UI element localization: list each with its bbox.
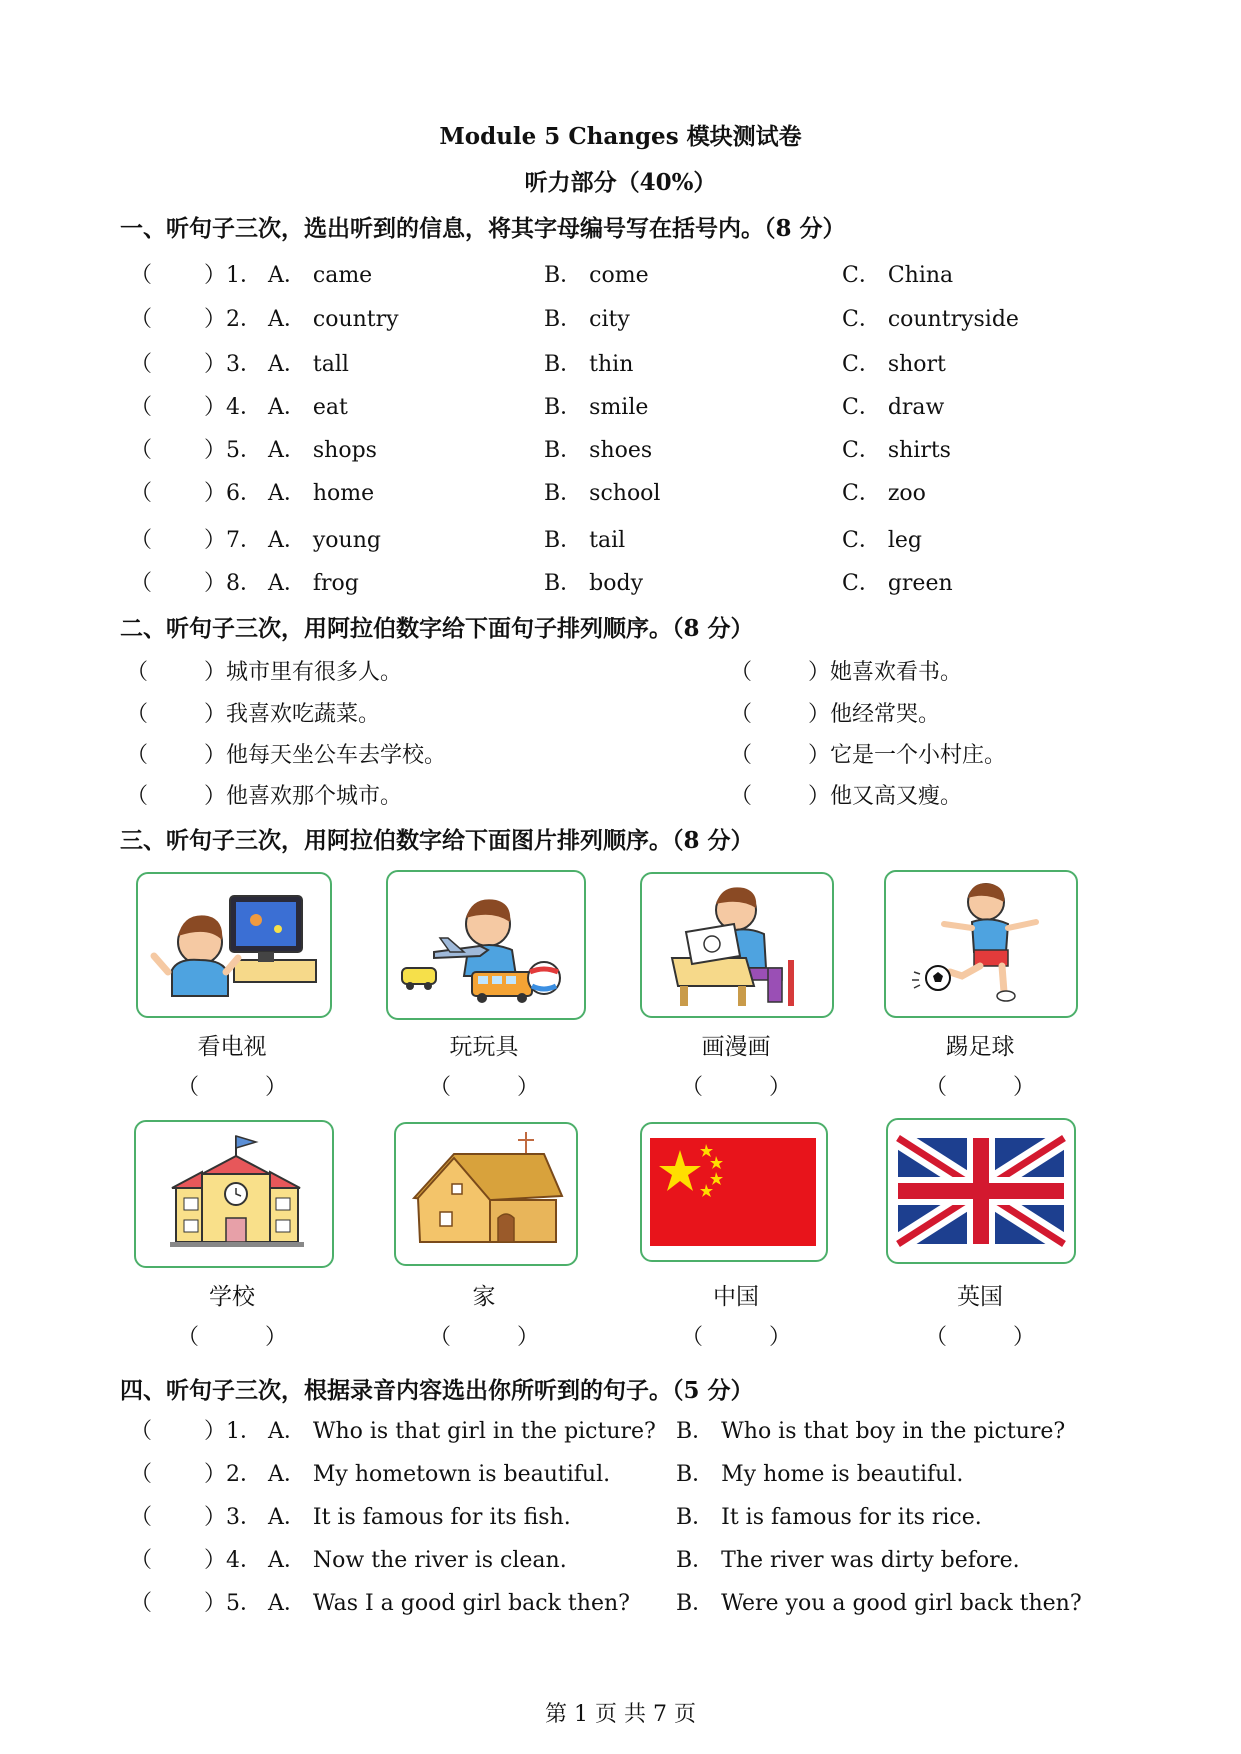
section4-heading: 四、听句子三次，根据录音内容选出你所听到的句子。（5 分） [120,1377,754,1404]
sentence-right: ）他经常哭。 [808,702,941,727]
page-footer: 第 1 页 共 7 页 [545,1702,696,1727]
caption-drawing-comics: 画漫画 [701,1034,771,1060]
caption-uk: 英国 [957,1284,1003,1310]
option-b: B． The river was dirty before. [676,1548,1020,1573]
answer-paren-open[interactable]: （ [130,1548,153,1573]
playing-football-icon [886,872,1076,1016]
question-number: ）2． [204,1462,262,1487]
option-a: A． country [268,307,399,332]
school-icon [136,1122,332,1266]
answer-paren[interactable]: （ ） [176,1325,287,1350]
answer-paren-open[interactable]: （ [130,528,153,553]
watching-tv-icon [138,874,330,1016]
option-a: A． It is famous for its fish. [268,1505,571,1530]
page-title: Module 5 Changes 模块测试卷 [439,123,802,150]
answer-paren-open[interactable]: （ [126,784,149,809]
sentence-right: ）它是一个小村庄。 [808,743,1007,768]
card-watching-tv [136,872,332,1018]
section1-heading: 一、听句子三次，选出听到的信息，将其字母编号写在括号内。（8 分） [120,215,846,242]
question-number: ）1． [204,1419,262,1444]
answer-paren-open[interactable]: （ [130,395,153,420]
answer-paren-open[interactable]: （ [130,1591,153,1616]
option-b: B． thin [544,352,634,377]
option-b: B． body [544,571,644,596]
sentence-left: ）城市里有很多人。 [204,660,403,685]
answer-paren-open[interactable]: （ [130,307,153,332]
answer-paren[interactable]: （ ） [428,1075,539,1100]
option-b: B． come [544,263,649,288]
caption-home: 家 [472,1284,496,1310]
option-b: B． Were you a good girl back then? [676,1591,1082,1616]
option-b: B． Who is that boy in the picture? [676,1419,1066,1444]
option-b: B． city [544,307,630,332]
question-number: ）6． [204,481,262,506]
answer-paren[interactable]: （ ） [924,1325,1035,1350]
option-a: A． shops [268,438,377,463]
answer-paren-open[interactable]: （ [130,263,153,288]
option-a: A． tall [268,352,349,377]
question-number: ）2． [204,307,262,332]
uk-flag-icon [888,1120,1074,1262]
card-playing-toys [386,870,586,1020]
caption-playing-football: 踢足球 [945,1034,1015,1060]
question-number: ）5． [204,1591,262,1616]
option-a: A． Now the river is clean. [268,1548,567,1573]
option-c: C． shirts [842,438,951,463]
option-c: C． green [842,571,953,596]
sentence-left: ）他喜欢那个城市。 [204,784,403,809]
section2-heading: 二、听句子三次，用阿拉伯数字给下面句子排列顺序。（8 分） [120,615,754,642]
answer-paren[interactable]: （ ） [428,1325,539,1350]
card-drawing-comics [640,872,834,1018]
option-a: A． young [268,528,381,553]
card-playing-football [884,870,1078,1018]
answer-paren-open[interactable]: （ [730,702,753,727]
answer-paren-open[interactable]: （ [126,743,149,768]
question-number: ）7． [204,528,262,553]
answer-paren[interactable]: （ ） [680,1075,791,1100]
option-b: B． smile [544,395,649,420]
sentence-right: ）他又高又瘦。 [808,784,963,809]
option-a: A． came [268,263,373,288]
question-number: ）4． [204,395,262,420]
answer-paren[interactable]: （ ） [680,1325,791,1350]
answer-paren-open[interactable]: （ [130,1505,153,1530]
question-number: ）4． [204,1548,262,1573]
section3-heading: 三、听句子三次，用阿拉伯数字给下面图片排列顺序。（8 分） [120,827,754,854]
caption-school: 学校 [209,1284,255,1310]
option-b: B． shoes [544,438,653,463]
answer-paren[interactable]: （ ） [924,1075,1035,1100]
answer-paren-open[interactable]: （ [130,1419,153,1444]
option-c: C． China [842,263,954,288]
question-number: ）1． [204,263,262,288]
card-uk-flag [886,1118,1076,1264]
answer-paren[interactable]: （ ） [176,1075,287,1100]
drawing-comics-icon [642,874,832,1016]
answer-paren-open[interactable]: （ [126,702,149,727]
page-subtitle: 听力部分（40%） [524,169,717,196]
question-number: ）3． [204,352,262,377]
caption-playing-toys: 玩玩具 [449,1034,519,1060]
option-c: C． zoo [842,481,926,506]
option-b: B． school [544,481,661,506]
playing-toys-icon [388,872,584,1018]
answer-paren-open[interactable]: （ [130,352,153,377]
option-c: C． draw [842,395,945,420]
sentence-left: ）我喜欢吃蔬菜。 [204,702,381,727]
caption-watching-tv: 看电视 [197,1034,267,1060]
answer-paren-open[interactable]: （ [130,571,153,596]
question-number: ）3． [204,1505,262,1530]
answer-paren-open[interactable]: （ [730,660,753,685]
caption-china: 中国 [713,1284,759,1310]
option-a: A． Was I a good girl back then? [268,1591,630,1616]
china-flag-icon [642,1124,826,1260]
answer-paren-open[interactable]: （ [130,1462,153,1487]
answer-paren-open[interactable]: （ [130,438,153,463]
option-c: C． countryside [842,307,1019,332]
option-b: B． It is famous for its rice. [676,1505,982,1530]
card-house [394,1122,578,1266]
question-number: ）8． [204,571,262,596]
answer-paren-open[interactable]: （ [730,743,753,768]
answer-paren-open[interactable]: （ [126,660,149,685]
option-a: A． frog [268,571,359,596]
answer-paren-open[interactable]: （ [730,784,753,809]
option-b: B． tail [544,528,626,553]
house-icon [396,1124,576,1264]
sentence-right: ）她喜欢看书。 [808,660,963,685]
sentence-left: ）他每天坐公车去学校。 [204,743,447,768]
option-a: A． eat [268,395,348,420]
option-b: B． My home is beautiful. [676,1462,964,1487]
option-a: A． Who is that girl in the picture? [268,1419,656,1444]
option-a: A． My hometown is beautiful. [268,1462,611,1487]
option-c: C． short [842,352,946,377]
question-number: ）5． [204,438,262,463]
option-c: C． leg [842,528,922,553]
card-china-flag [640,1122,828,1262]
answer-paren-open[interactable]: （ [130,481,153,506]
option-a: A． home [268,481,375,506]
card-school [134,1120,334,1268]
